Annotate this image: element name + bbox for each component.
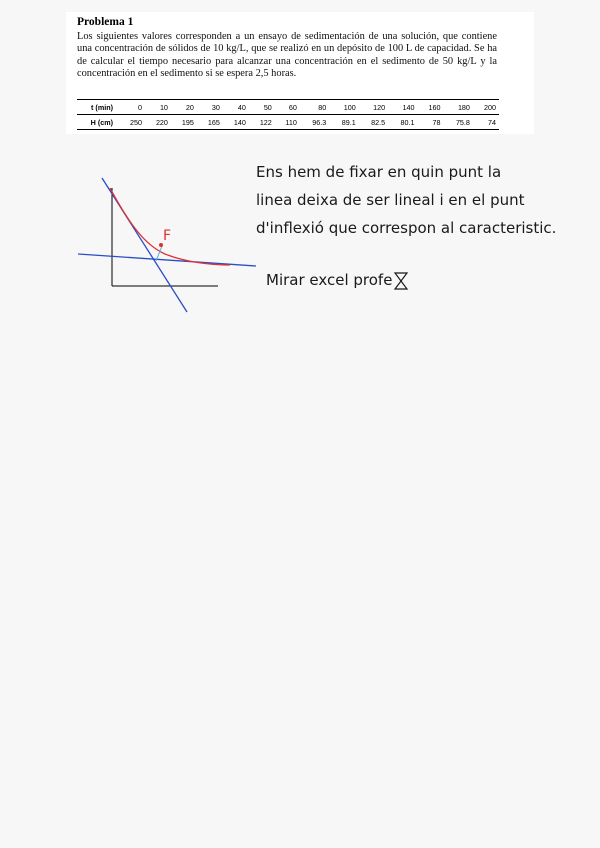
time-cell: 160 xyxy=(418,100,444,115)
time-cell: 200 xyxy=(473,100,499,115)
height-cell: 96.3 xyxy=(300,115,329,130)
time-cell: 50 xyxy=(249,100,275,115)
flat-tangent-line xyxy=(78,254,256,266)
height-header: H (cm) xyxy=(77,115,119,130)
table-row-time xyxy=(77,100,499,115)
height-cell: 78 xyxy=(418,115,444,130)
height-cell: 140 xyxy=(223,115,249,130)
note-line-4: Mirar excel profe xyxy=(266,271,393,289)
table-row-height xyxy=(77,115,499,130)
height-cell: 195 xyxy=(171,115,197,130)
time-cell: 120 xyxy=(359,100,388,115)
time-cell: 100 xyxy=(329,100,358,115)
height-cell: 250 xyxy=(119,115,145,130)
note-line-3: d'inflexió que correspon al caracteristic. xyxy=(256,219,557,237)
problem-title: Problema 1 xyxy=(77,16,134,28)
time-cell: 60 xyxy=(275,100,300,115)
time-cell: 0 xyxy=(119,100,145,115)
height-cell: 220 xyxy=(145,115,171,130)
note-line-2: linea deixa de ser lineal i en el punt xyxy=(256,191,525,209)
height-cell: 82.5 xyxy=(359,115,388,130)
height-cell: 74 xyxy=(473,115,499,130)
bisector-line xyxy=(156,246,162,261)
problem-statement: Los siguientes valores corresponden a un ensayo de sedimentación de una solución, que contiene una concentración de sólidos de 10 kg/L, que se realizó en un depósito de 100 L de capacidad. Se ha de calcular el tiempo necesario para alcanzar una concentración en el sedimento de 50 kg/L y la concentración en el sedimento si se espera 2,5 horas. xyxy=(77,31,497,80)
height-cell: 89.1 xyxy=(329,115,358,130)
time-header: t (min) xyxy=(77,100,119,115)
height-cell: 110 xyxy=(275,115,300,130)
time-cell: 30 xyxy=(197,100,223,115)
height-cell: 80.1 xyxy=(388,115,417,130)
inflection-point-label: F xyxy=(163,228,172,244)
handwritten-notes xyxy=(250,155,580,305)
height-cell: 122 xyxy=(249,115,275,130)
time-cell: 10 xyxy=(145,100,171,115)
settling-curve xyxy=(110,188,230,265)
time-cell: 140 xyxy=(388,100,417,115)
time-cell: 80 xyxy=(300,100,329,115)
time-cell: 40 xyxy=(223,100,249,115)
height-cell: 75.8 xyxy=(444,115,473,130)
sedimentation-data-table xyxy=(77,99,499,130)
sedimentation-curve-sketch xyxy=(70,170,270,320)
time-cell: 180 xyxy=(444,100,473,115)
steep-tangent-line xyxy=(102,178,187,312)
height-cell: 165 xyxy=(197,115,223,130)
hourglass-icon xyxy=(395,273,407,289)
time-cell: 20 xyxy=(171,100,197,115)
note-line-1: Ens hem de fixar en quin punt la xyxy=(256,163,502,181)
